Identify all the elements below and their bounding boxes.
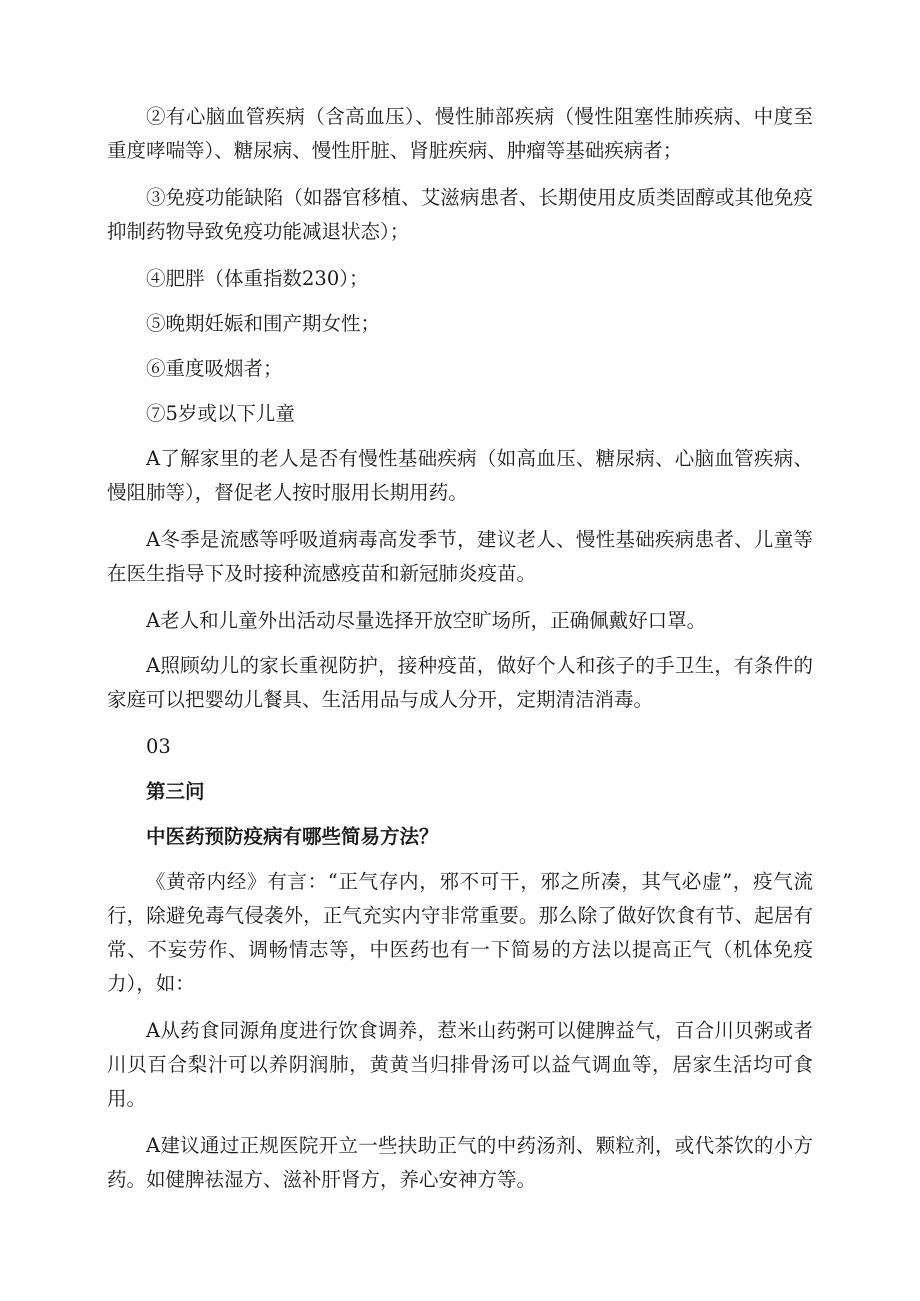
paragraph-huangdi-neijing: 《黄帝内经》有言：“正气存内，邪不可干，邪之所凑，其气必虚”，疫气流行，除避免毒气侵袭外，正气充实内守非常重要。那么除了做好饮食有节、起居有常、不妄劳作、调畅情志等，中医药也有一下简易的方法以提高正气（机体免疫力），如： [107, 870, 813, 995]
paragraph-advice-infant: A照顾幼儿的家长重视防护，接种疫苗，做好个人和孩子的手卫生，有条件的家庭可以把婴幼儿餐具、生活用品与成人分开，定期清洁消毒。 [107, 654, 813, 711]
section-question: 中医药预防疫病有哪些简易方法？ [146, 825, 439, 848]
paragraph-risk-pregnancy: ⑤晚期妊娠和围产期女性； [146, 312, 381, 335]
paragraph-risk-children: ⑦5岁或以下儿童 [146, 402, 295, 425]
document-page [107, 100, 813, 1210]
section-number: 03 [146, 735, 171, 758]
section-title: 第三问 [146, 780, 205, 803]
paragraph-diet-therapy: A从药食同源角度进行饮食调养，惹米山药粥可以健脾益气，百合川贝粥或者川贝百合梨汁可以养阴润肺，黄黄当归排骨汤可以益气调血等，居家生活均可食用。 [107, 1019, 813, 1110]
paragraph-advice-vaccine: A冬季是流感等呼吸道病毒高发季节，建议老人、慢性基础疾病患者、儿童等在医生指导下及时接种流感疫苗和新冠肺炎疫苗。 [107, 528, 813, 585]
paragraph-advice-outdoor: A老人和儿童外出活动尽量选择开放空旷场所，正确佩戴好口罩。 [146, 609, 707, 632]
paragraph-risk-cardio: ②有心脑血管疾病（含高血压）、慢性肺部疾病（慢性阻塞性肺疾病、中度至重度哮喘等）、糖尿病、慢性肝脏、肾脏疾病、肿瘤等基础疾病者； [107, 105, 813, 162]
paragraph-advice-elderly: A了解家里的老人是否有慢性基础疾病（如高血压、糖尿病、心脑血管疾病、慢阻肺等），督促老人按时服用长期用药。 [107, 447, 813, 504]
paragraph-risk-immune: ③免疫功能缺陷（如器官移植、艾滋病患者、长期使用皮质类固醇或其他免疫抑制药物导致免疫功能减退状态）； [107, 186, 813, 243]
paragraph-risk-smoker: ⑥重度吸烟者； [146, 357, 283, 380]
paragraph-herbal-prescription: A建议通过正规医院开立一些扶助正气的中药汤剂、颗粒剂，或代茶饮的小方药。如健脾祛湿方、滋补肝肾方，养心安神方等。 [107, 1134, 813, 1191]
paragraph-risk-obesity: ④肥胖（体重指数230）； [146, 267, 369, 290]
